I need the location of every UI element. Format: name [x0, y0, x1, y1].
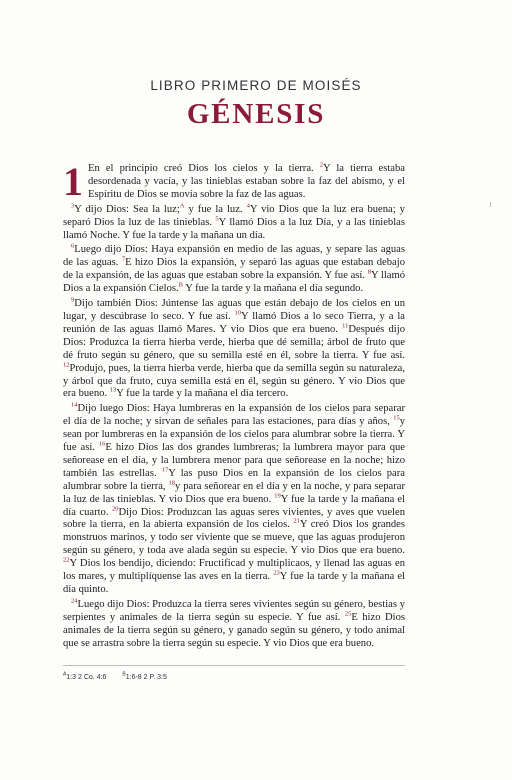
verse-number: 24 — [71, 597, 78, 605]
verse-text: Después dijo Dios: Produzca la tierra hierba verde, hierba que dé semilla; árbol de fruto que dé fruto según su género, que su semilla esté en él, sobre la tierra. Y fue así. — [63, 323, 405, 361]
footnote-divider — [63, 665, 405, 666]
verse-text: Y fue la tarde y la mañana el día segundo. — [182, 283, 364, 295]
verse-number: 15 — [393, 414, 400, 422]
verse-number: 19 — [274, 492, 281, 500]
verse-number: 12 — [63, 361, 70, 369]
verse-number: 14 — [71, 401, 78, 409]
verse-text: Y la tierra estaba desordenada y vacía, y las tinieblas estaban sobre la faz del abismo, y el Espíritu de Dios se movía sobre la faz de las aguas. — [88, 163, 405, 200]
paragraph — [63, 204, 405, 243]
verse-number: A — [179, 202, 185, 210]
paragraph — [63, 403, 405, 597]
footnotes — [63, 672, 181, 681]
verse-text: Y Dios los bendijo, diciendo: Fructificad y multiplicaos, y llenad las aguas en los mares, y multiplíquense las aves en la tierra. — [63, 558, 405, 583]
verse-text: E hizo Dios la expansión, y separó las aguas que estaban debajo de la expansión, de las aguas que estaban sobre la expansión. Y fue así. — [63, 257, 405, 282]
verse-text: Luego dijo Dios: Produzca la tierra seres vivientes según su género, bestias y serpientes y animales de la tierra según su especie. Y fue así. — [63, 598, 405, 623]
verse-number: 16 — [98, 440, 106, 448]
paragraph — [63, 244, 405, 296]
margin-mark — [490, 202, 491, 207]
verse-number: 21 — [293, 517, 300, 525]
verse-number: 4 — [246, 202, 250, 210]
verse-text: Y las puso Dios en la expansión de los cielos para alumbrar sobre la tierra, — [63, 467, 405, 492]
footnote-b: $^B$1:6-8 2 P. 3:5 — [122, 672, 167, 682]
verse-number: 20 — [111, 505, 119, 513]
verse-text: Dijo Dios: Produzcan las aguas seres vivientes, y aves que vuelen sobre la tierra, en la abierta expansión de los cielos. — [63, 506, 405, 531]
verse-number: 13 — [109, 386, 117, 394]
verse-text: Dijo luego Dios: Haya lumbreras en la expansión de los cielos para separar el día de la noche; y sirvan de señales para las estaciones, para días y años, — [63, 403, 405, 428]
verse-number: 11 — [342, 322, 349, 330]
paragraph — [63, 159, 405, 204]
verse-text: E hizo Dios animales de la tierra según su género, y ganado según su género, y todo animal que se arrastra sobre la tierra según su especie. Y vio Dios que era bueno. — [63, 611, 405, 649]
verse-text: Y llamó Dios a la expansión Cielos. — [63, 270, 405, 295]
verse-number: 23 — [273, 569, 280, 577]
verse-text: Y dijo Dios: Sea la luz; — [74, 203, 180, 215]
verse-number: 7 — [121, 255, 126, 263]
book-title: GÉNESIS — [186, 98, 326, 130]
verse-text: Produjo, pues, la tierra hierba verde, hierba que da semilla según su naturaleza, y árbol que da fruto, cuya semilla está en él, según su género. Y vio Dios que era bueno. — [63, 362, 405, 400]
verse-number: 8 — [367, 268, 371, 276]
footnote-a: $^A$1:3 2 Co. 4:6 — [63, 672, 107, 682]
verse-number: 2 — [319, 161, 324, 169]
book-kicker: LIBRO PRIMERO DE MOISÉS — [150, 78, 362, 93]
verse-number: 18 — [168, 479, 175, 487]
verse-text: Y vio Dios que la luz era buena; y separó Dios la luz de las tinieblas. — [63, 203, 405, 228]
chapter-text — [63, 159, 405, 653]
verse-number: B — [178, 281, 183, 289]
verse-text: Y fue la tarde y la mañana el día tercero. — [116, 388, 289, 400]
verse-number: 6 — [71, 242, 75, 250]
verse-text: Luego dijo Dios: Haya expansión en medio de las aguas, y separe las aguas de las aguas. — [63, 244, 405, 269]
verse-text: Y fue la tarde y la mañana el día cuarto. — [63, 493, 405, 518]
verse-text: Y fue la tarde y la mañana el día quinto. — [63, 571, 405, 595]
verse-text: y sean por lumbreras en la expansión de los cielos para alumbrar sobre la tierra. Y fue así. — [63, 416, 405, 454]
verse-text: E hizo Dios las dos grandes lumbreras; la lumbrera mayor para que señorease en el día, y la lumbrera menor para que señorease en la noche; hizo también las estrellas. — [63, 442, 405, 479]
verse-text: Y llamó Dios a lo seco Tierra, y a la reunión de las aguas llamó Mares. Y vio Dios que era bueno. — [63, 310, 405, 335]
verse-number: 17 — [161, 466, 169, 474]
verse-number: 9 — [71, 296, 75, 304]
verse-text: y para señorear en el día y en la noche, y para separar la luz de las tinieblas. Y vio Dios que era bueno. — [63, 480, 405, 505]
verse-number: 10 — [234, 309, 242, 317]
verse-number: 22 — [63, 556, 70, 564]
verse-text: y fue la luz. — [184, 203, 247, 215]
verse-text: En el principio creó Dios los cielos y la tierra. — [88, 163, 320, 174]
verse-number: 25 — [344, 610, 352, 618]
verse-number: 5 — [215, 215, 219, 223]
paragraph — [63, 599, 405, 651]
verse-text: Dijo también Dios: Júntense las aguas que están debajo de los cielos en un lugar, y descúbrase lo seco. Y fue así. — [63, 298, 405, 322]
verse-number: 3 — [71, 202, 75, 210]
verse-text: Y llamó Dios a la luz Día, y a las tinieblas llamó Noche. Y fue la tarde y la mañana un día. — [63, 216, 405, 241]
paragraph — [63, 298, 405, 401]
chapter-number: 1 — [63, 159, 83, 204]
verse-text: Y creó Dios los grandes monstruos marinos, y todo ser viviente que se mueve, que las aguas produjeron según su género, y toda ave alada según su especie. Y vio Dios que era bueno. — [63, 519, 405, 557]
